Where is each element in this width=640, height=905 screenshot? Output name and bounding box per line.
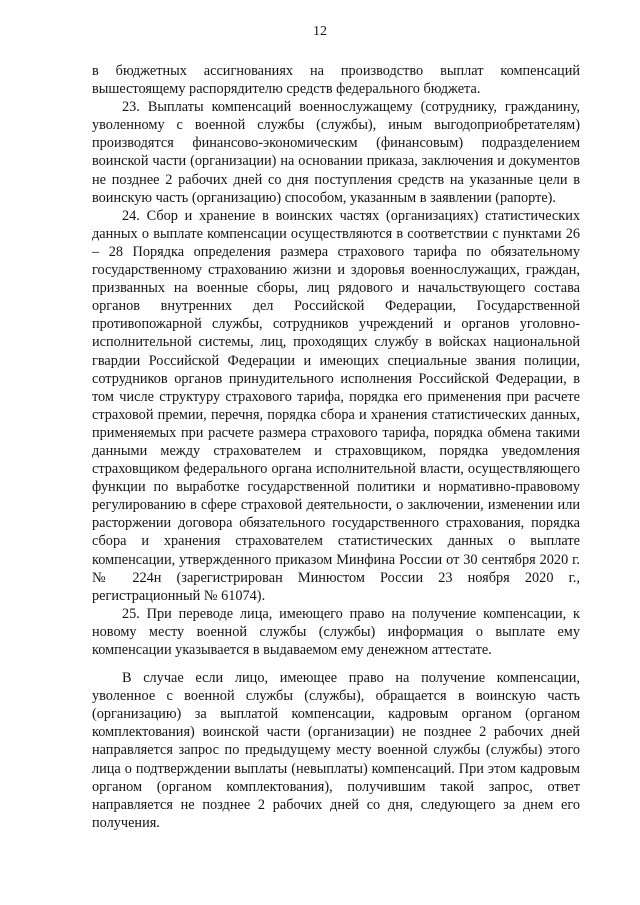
paragraph-24: 24. Сбор и хранение в воинских частях (организациях) статистических данных о выплате компенсации осуществляются в соответствии с пунктами 26 – 28 Порядка определения размера страхового тарифа по обязательному государственному страхованию жизни и здоровья военнослужащих, граждан, призванных на военные сборы, лиц рядового и начальствующего состава органов внутренних дел Российской Федерации, Государственной противопожарной службы, сотрудников учреждений и органов уголовно-исполнительной системы, лиц, проходящих службу в войсках национальной гвардии Российской Федерации и имеющих специальные звания полиции, сотрудников органов принудительного исполнения Российской Федерации, в том числе структуру страхового тарифа, порядка его применения при расчете страховой премии, перечня, порядка сбора и хранения статистических данных, применяемых при расчете размера страхового тарифа, порядка обмена такими данными между страхователем и страховщиком, порядка уведомления страховщиком федерального органа исполнительной власти, осуществляющего функции по выработке государственной политики и нормативно-правовому регулированию в сфере страховой деятельности, о заключении, изменении или расторжении договора обязательного государственного страхования, порядка сбора и хранения страхователем статистических данных о выплате компенсации, утвержденного приказом Минфина России от 30 сентября 2020 г. № 224н (зарегистрирован Минюстом России 23 ноября 2020 г., регистрационный № 61074). bbox=[92, 207, 580, 604]
page-number: 12 bbox=[313, 24, 327, 39]
paragraph-continuation: в бюджетных ассигнованиях на производство выплат компенсаций вышестоящему распорядителю средств федерального бюджета. bbox=[92, 63, 580, 98]
paragraph-25-continuation: В случае если лицо, имеющее право на получение компенсации, уволенное с военной службы (службы), обращается в воинскую часть (организацию) за выплатой компенсации, кадровым органом (органом комплектования) воинской части (организации) не позднее 2 рабочих дней направляется запрос по предыдущему месту военной службы (службы) этого лица о подтверждении выплаты (невыплаты) компенсаций. При этом кадровым органом (органом комплектования), получившим такой запрос, ответ направляется не позднее 2 рабочих дней со дня, следующего за днем его получения. bbox=[92, 670, 580, 831]
paragraph-23: 23. Выплаты компенсаций военнослужащему (сотруднику, гражданину, уволенному с военной службы (службы), иным выгодоприобретателям) производятся финансово-экономическим (финансовым) подразделением воинской части (организации) на основании приказа, заключения и документов не позднее 2 рабочих дней со дня поступления средств на указанные цели в воинскую часть (организацию) способом, указанным в заявлении (рапорте). bbox=[92, 99, 580, 206]
document-body bbox=[92, 62, 580, 832]
paragraph-25: 25. При переводе лица, имеющего право на получение компенсации, к новому месту военной службы (службы) информация о выплате ему компенсации указывается в выдаваемом ему денежном аттестате. bbox=[92, 605, 580, 658]
